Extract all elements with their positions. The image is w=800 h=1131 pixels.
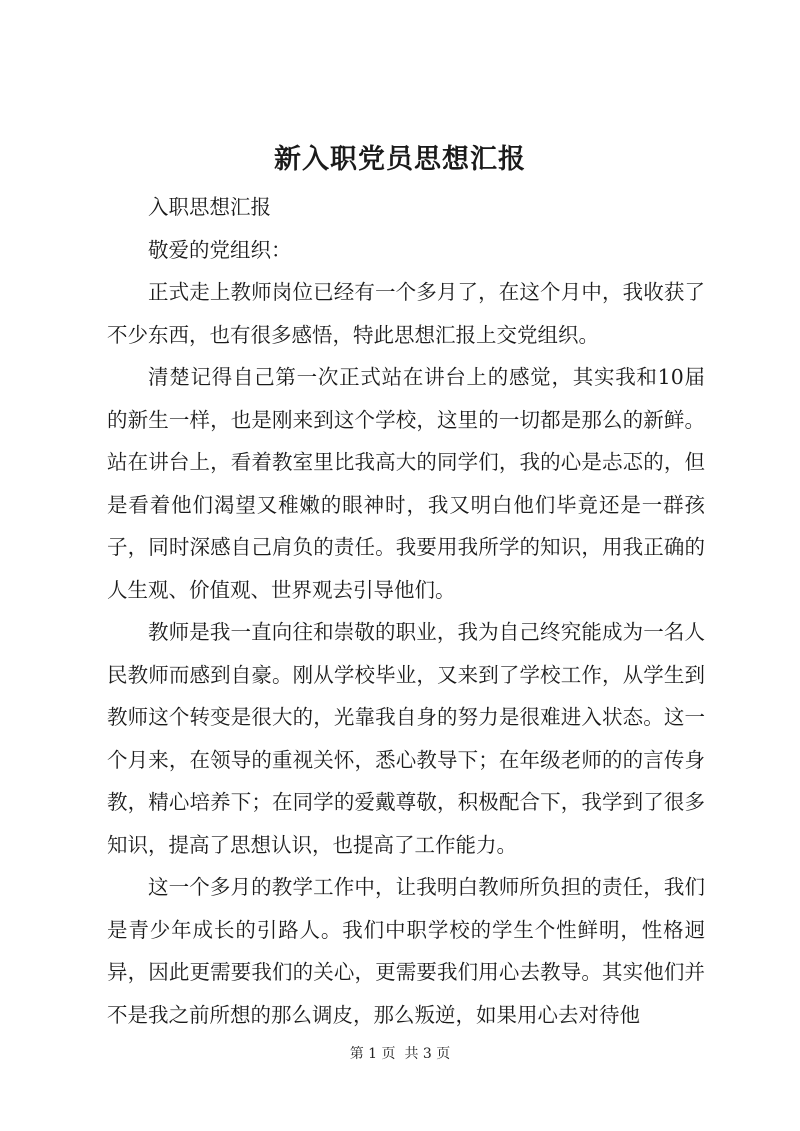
paragraph: 教师是我一直向往和崇敬的职业，我为自己终究能成为一名人民教师而感到自豪。刚从学校毕业，又来到了学校工作，从学生到教师这个转变是很大的，光靠我自身的努力是很难进入状态。这一个月来，在领导的重视关怀，悉心教导下；在年级老师的的言传身教，精心培养下；在同学的爱戴尊敬，积极配合下，我学到了很多知识，提高了思想认识，也提高了工作能力。 — [107, 620, 705, 857]
document-body — [107, 186, 705, 1036]
page-number: 第 1 页 共 3 页 — [349, 1046, 451, 1062]
document-title: 新入职党员思想汇报 — [274, 144, 526, 175]
paragraph: 正式走上教师岗位已经有一个多月了，在这个月中，我收获了不少东西，也有很多感悟，特此思想汇报上交党组织。 — [107, 280, 705, 347]
paragraph-salutation: 敬爱的党组织： — [148, 237, 292, 262]
paragraph: 清楚记得自己第一次正式站在讲台上的感觉，其实我和10届的新生一样，也是刚来到这个学校，这里的一切都是那么的新鲜。站在讲台上，看着教室里比我高大的同学们，我的心是忐忑的，但是看着他们渴望又稚嫩的眼神时，我又明白他们毕竟还是一群孩子，同时深感自己肩负的责任。我要用我所学的知识，用我正确的人生观、价值观、世界观去引导他们。 — [107, 365, 705, 602]
paragraph: 这一个多月的教学工作中，让我明白教师所负担的责任，我们是青少年成长的引路人。我们中职学校的学生个性鲜明，性格迥异，因此更需要我们的关心，更需要我们用心去教导。其实他们并不是我之前所想的那么调皮，那么叛逆，如果用心去对待他 — [107, 875, 705, 1027]
paragraph-subtitle: 入职思想汇报 — [148, 195, 271, 219]
page-footer — [0, 1044, 800, 1064]
